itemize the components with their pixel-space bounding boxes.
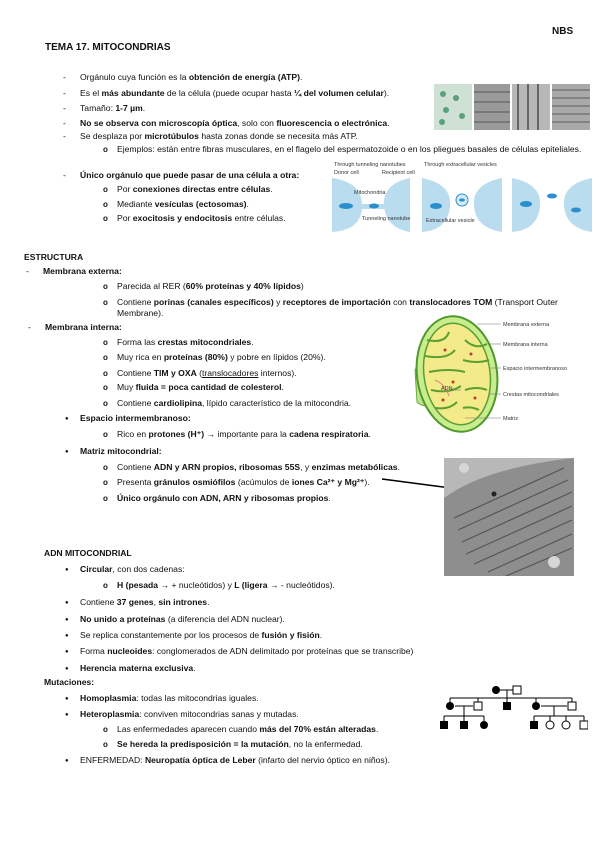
svg-text:ADN: ADN [441, 386, 453, 392]
membrana-interna-item: o Contiene cardiolipina, lípido característico de la mitocondria. [117, 398, 351, 409]
mutacion-subitem: o Se hereda la predisposición = la mutación, no la enfermedad. [117, 739, 363, 750]
mitochondria-transfer-figure [332, 160, 592, 232]
adn-item: ● Forma nucleoides: conglomerados de ADN delimitado por proteínas que se transcribe) [80, 646, 413, 657]
section-heading-adn: ADN MITOCONDRIAL [44, 548, 132, 558]
intro-item: - Tamaño: 1-7 µm. [80, 103, 145, 114]
matriz-item: o Presenta gránulos osmiófilos (acúmulos de iones Ca²⁺ y Mg²⁺). [117, 477, 370, 488]
membrana-interna-item: o Forma las crestas mitocondriales. [117, 337, 254, 348]
matriz-item: o Contiene ADN y ARN propios, ribosomas 55S, y enzimas metabólicas. [117, 462, 400, 473]
transfer-item: o Mediante vesículas (ectosomas). [117, 199, 249, 210]
electron-micrograph-image [444, 458, 574, 576]
svg-text:Recipient cell: Recipient cell [382, 170, 415, 176]
svg-text:Membrana externa: Membrana externa [503, 322, 550, 328]
svg-text:Crestas mitocondriales: Crestas mitocondriales [503, 392, 559, 398]
section-heading-mutaciones: Mutaciones: [44, 677, 95, 687]
transfer-lead: - Único orgánulo que puede pasar de una célula a otra: [80, 170, 299, 181]
adn-item: ● Se replica constantemente por los procesos de fusión y fisión. [80, 630, 322, 641]
adn-item: ● Circular, con dos cadenas: [80, 564, 185, 575]
svg-text:Through tunneling nanotubes: Through tunneling nanotubes [334, 162, 406, 168]
svg-text:Tunneling nanotube: Tunneling nanotube [362, 216, 411, 222]
membrana-externa-item: o Parecida al RER (60% proteínas y 40% lípidos) [117, 281, 304, 292]
svg-text:Mitochondria: Mitochondria [354, 190, 386, 196]
adn-item: ● Contiene 37 genes, sin intrones. [80, 597, 209, 608]
adn-item: ● No unido a proteínas (a diferencia del ADN nuclear). [80, 614, 285, 625]
pedigree-diagram [438, 684, 588, 734]
intro-item: - No se observa con microscopía óptica, solo con fluorescencia o electrónica. [80, 118, 390, 129]
intro-example: o Ejemplos: están entre fibras musculares, en el flagelo del espermatozoide o en los pliegues basales de células epiteliales. [117, 144, 587, 155]
transfer-item: o Por exocitosis y endocitosis entre células. [117, 213, 286, 224]
adn-item: ● Herencia materna exclusiva. [80, 663, 196, 674]
svg-text:Through extracellular vesicles: Through extracellular vesicles [424, 162, 497, 168]
svg-text:Membrana interna: Membrana interna [503, 342, 548, 348]
membrana-interna-item: o Muy fluida = poca cantidad de colesterol. [117, 382, 284, 393]
espacio-intermembranoso-label: ● Espacio intermembranoso: [80, 413, 191, 424]
matriz-label: ● Matriz mitocondrial: [80, 446, 162, 457]
membrana-interna-item: o Contiene TIM y OXA (translocadores internos). [117, 368, 297, 379]
mitochondrion-diagram [405, 310, 595, 440]
transfer-item: o Por conexiones directas entre células. [117, 184, 273, 195]
intro-item: - Orgánulo cuya función es la obtención de energía (ATP). [80, 72, 302, 83]
svg-text:Matriz: Matriz [503, 416, 518, 422]
mutacion-item: ● ENFERMEDAD: Neuropatía óptica de Leber (infarto del nervio óptico en niños). [80, 755, 390, 766]
section-heading-estructura: ESTRUCTURA [24, 252, 84, 262]
membrana-externa-item: o Contiene porinas (canales específicos) y receptores de importación con translocadores TOM (Transport Outer Membrane). [117, 297, 592, 319]
espacio-intermembranoso-item: o Rico en protones (H⁺) → importante para la cadena respiratoria. [117, 429, 371, 440]
micrograph-strip-image [434, 84, 590, 130]
mutacion-item: ● Homoplasmia: todas las mitocondrias iguales. [80, 693, 259, 704]
matriz-item: o Único orgánulo con ADN, ARN y ribosomas propios. [117, 493, 331, 504]
membrana-externa-label: - Membrana externa: [43, 266, 122, 277]
adn-subitem: o H (pesada → + nucleótidos) y L (ligera → - nucleótidos). [117, 580, 335, 591]
svg-text:Donor cell: Donor cell [334, 170, 359, 176]
page-title: TEMA 17. MITOCONDRIAS [45, 42, 171, 53]
membrana-interna-label: - Membrana interna: [45, 322, 122, 333]
mutacion-subitem: o Las enfermedades aparecen cuando más del 70% están alteradas. [117, 724, 378, 735]
membrana-interna-item: o Muy rica en proteínas (80%) y pobre en lípidos (20%). [117, 352, 326, 363]
brand-mark: NBS [552, 26, 574, 37]
mutacion-item: ● Heteroplasmia: conviven mitocondrias sanas y mutadas. [80, 709, 299, 720]
svg-text:Extracellular vesicle: Extracellular vesicle [426, 218, 475, 224]
intro-item: - Se desplaza por microtúbulos hasta zonas donde se necesita más ATP. [80, 131, 358, 142]
intro-item: - Es el más abundante de la célula (puede ocupar hasta ¼ del volumen celular). [80, 88, 389, 99]
svg-text:Espacio intermembranoso: Espacio intermembranoso [503, 366, 567, 372]
